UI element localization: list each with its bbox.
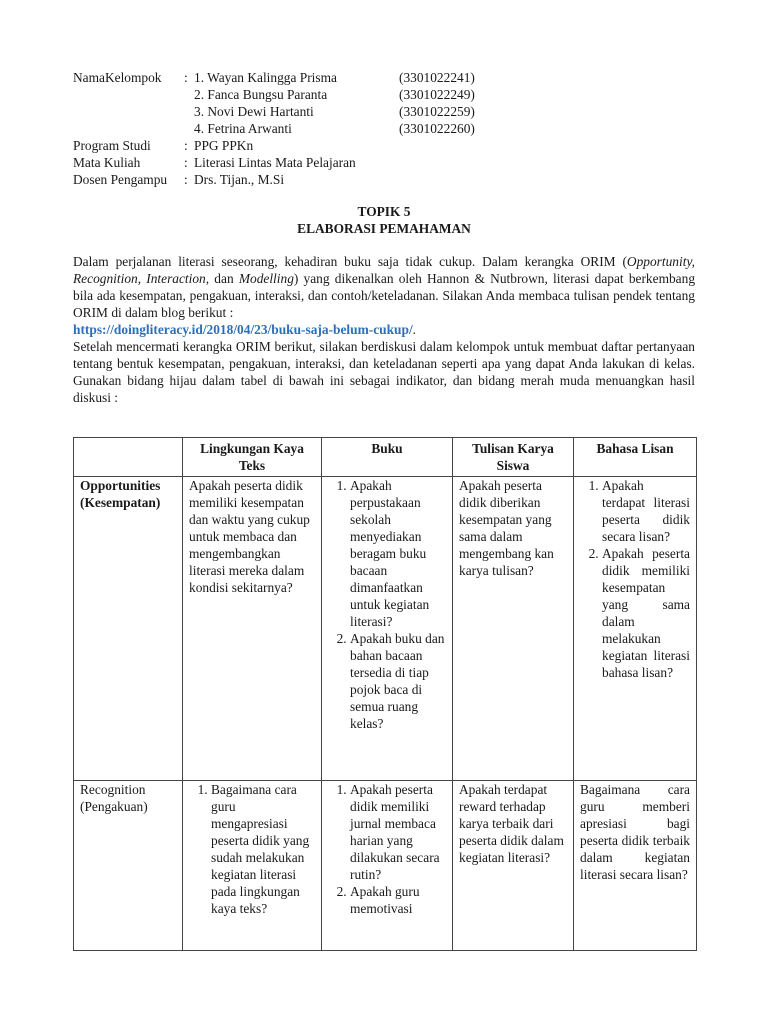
list-item: 1. Apakah perpustakaan sekolah menyediakan beragam buku bacaan dimanfaatkan untuk kegiatan literasi? <box>350 477 446 630</box>
info-label: Mata Kuliah <box>73 155 141 170</box>
member-name: 3. Novi Dewi Hartanti <box>194 104 314 119</box>
page-title: ELABORASI PEMAHAMAN <box>297 221 471 236</box>
info-label: NamaKelompok <box>73 70 162 85</box>
info-row <box>73 154 475 171</box>
info-label <box>73 86 184 103</box>
intro-text: ) yang dikenalkan oleh Hannon & Nutbrown, literasi dapat berkembang bila ada kesempatan, pengakuan, interaksi, dan contoh/keteladanan. Silakan Anda membaca tulisan pendek tentang ORIM di dalam blog berikut : <box>73 271 696 320</box>
column-header: Buku <box>322 438 453 477</box>
info-value: Literasi Lintas Mata Pelajaran <box>194 155 356 170</box>
table-cell: Apakah peserta didik memiliki kesempatan dan waktu yang cukup untuk membaca dan mengembangkan literasi mereka dalam kondisi sekitarnya? <box>183 477 322 781</box>
info-colon <box>184 103 194 120</box>
intro-paragraph <box>73 253 695 406</box>
table-row <box>74 477 697 781</box>
list-item: 2. Apakah peserta didik memiliki kesempatan yang sama dalam melakukan kegiatan literasi bahasa lisan? <box>602 545 690 681</box>
info-colon: : <box>184 172 188 187</box>
info-row <box>73 86 475 103</box>
list-item: 2. Apakah buku dan bahan bacaan tersedia di tiap pojok baca di semua ruang kelas? <box>350 630 446 732</box>
info-value: PPG PPKn <box>194 138 254 153</box>
table-row <box>74 781 697 951</box>
list-item: 1. Bagaimana cara guru mengapresiasi peserta didik yang sudah melakukan kegiatan literasi pada lingkungan kaya teks? <box>211 781 315 917</box>
instruction-paragraph: Setelah mencermati kerangka ORIM berikut, silakan berdiskusi dalam kelompok untuk membuat daftar pertanyaan tentang bentuk kesempatan, pengakuan, interaksi, dan keteladanan seperti apa yang dapat Anda lakukan di kelas. Gunakan bidang hijau dalam tabel di bawah ini sebagai indikator, dan bidang merah muda menuangkan hasil diskusi : <box>73 339 695 405</box>
list-item: 1. Apakah peserta didik memiliki jurnal membaca harian yang dilakukan secara rutin? <box>350 781 446 883</box>
info-value: Drs. Tijan., M.Si <box>194 172 285 187</box>
info-row <box>73 137 475 154</box>
info-row <box>73 171 475 188</box>
member-nim: (3301022259) <box>399 104 475 119</box>
column-header: Bahasa Lisan <box>574 438 697 477</box>
info-colon: : <box>184 138 188 153</box>
member-name: 2. Fanca Bungsu Paranta <box>194 87 328 102</box>
member-nim: (3301022260) <box>399 121 475 136</box>
intro-text: Dalam perjalanan literasi seseorang, kehadiran buku saja tidak cukup. Dalam kerangka ORIM ( <box>73 254 627 269</box>
info-row <box>73 69 475 86</box>
blog-link[interactable]: https://doingliteracy.id/2018/04/23/buku-saja-belum-cukup/ <box>73 322 413 337</box>
topic-number: TOPIK 5 <box>357 204 411 219</box>
row-label: Recognition (Pengakuan) <box>74 781 183 951</box>
list-item: 2. Apakah guru memotivasi <box>350 883 446 917</box>
member-nim: (3301022241) <box>399 70 475 85</box>
info-label <box>73 103 184 120</box>
info-row <box>73 103 475 120</box>
intro-text: dan <box>209 271 239 286</box>
table-cell: Bagaimana cara guru memberi apresiasi bagi peserta didik terbaik dalam kegiatan literasi secara lisan? <box>574 781 697 951</box>
table-cell <box>574 477 697 781</box>
info-colon: : <box>184 70 188 85</box>
group-info <box>73 69 475 188</box>
info-colon: : <box>184 155 188 170</box>
table-cell: Apakah terdapat reward terhadap karya terbaik dari peserta didik dalam kegiatan literasi? <box>453 781 574 951</box>
table-header-row <box>74 438 697 477</box>
info-row <box>73 120 475 137</box>
info-colon <box>184 120 194 137</box>
member-name: 1. Wayan Kalingga Prisma <box>194 70 337 85</box>
table-cell <box>322 477 453 781</box>
table-cell <box>183 781 322 951</box>
info-label: Program Studi <box>73 138 151 153</box>
member-nim: (3301022249) <box>399 87 475 102</box>
intro-italic: Opportunity, Recognition, Interaction, <box>73 254 695 286</box>
info-colon <box>184 86 194 103</box>
row-label: Opportunities (Kesempatan) <box>74 477 183 781</box>
member-name: 4. Fetrina Arwanti <box>194 121 292 136</box>
table-cell: Apakah peserta didik diberikan kesempatan yang sama dalam mengembang kan karya tulisan? <box>453 477 574 781</box>
column-header: Tulisan Karya Siswa <box>453 438 574 477</box>
column-header <box>74 438 183 477</box>
info-label <box>73 120 184 137</box>
info-label: Dosen Pengampu <box>73 172 168 187</box>
link-suffix: . <box>412 322 417 337</box>
table-cell <box>322 781 453 951</box>
list-item: 1. Apakah terdapat literasi peserta didik secara lisan? <box>602 477 690 545</box>
column-header: Lingkungan Kaya Teks <box>183 438 322 477</box>
orim-table <box>73 437 697 951</box>
intro-italic: Modelling <box>238 271 294 286</box>
